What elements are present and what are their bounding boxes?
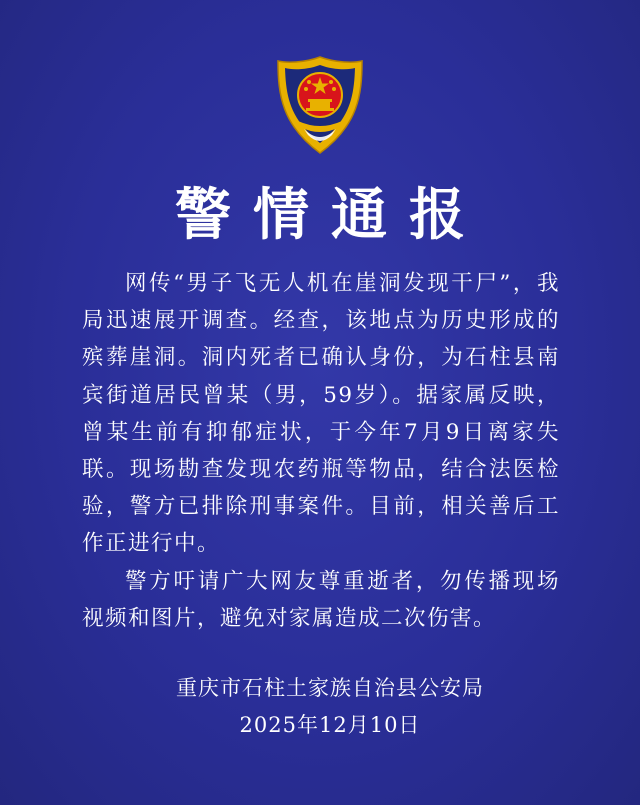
issuer-name: 重庆市石柱土家族自治县公安局 [176,676,484,700]
notice-paragraph: 警方吁请广大网友尊重逝者，勿传播现场视频和图片，避免对家属造成二次伤害。 [82,568,560,631]
notice-body [82,265,560,637]
page-title: 警情通报 [175,183,487,248]
notice-paragraph: 网传“男子飞无人机在崖洞发现干尸”，我局迅速展开调查。经查，该地点为历史形成的殡葬崖洞。洞内死者已确认身份，为石柱县南宾街道居民曾某（男，59岁）。据家属反映，曾某生前有抑郁症状，于今年7月9日离家失联。现场勘查发现农药瓶等物品，结合法医检验，警方已排除刑事案件。目前，相关善后工作正进行中。 [82,271,560,557]
police-emblem-icon [274,55,366,155]
issue-date: 2025年12月10日 [239,713,421,737]
signature-block [0,670,640,744]
